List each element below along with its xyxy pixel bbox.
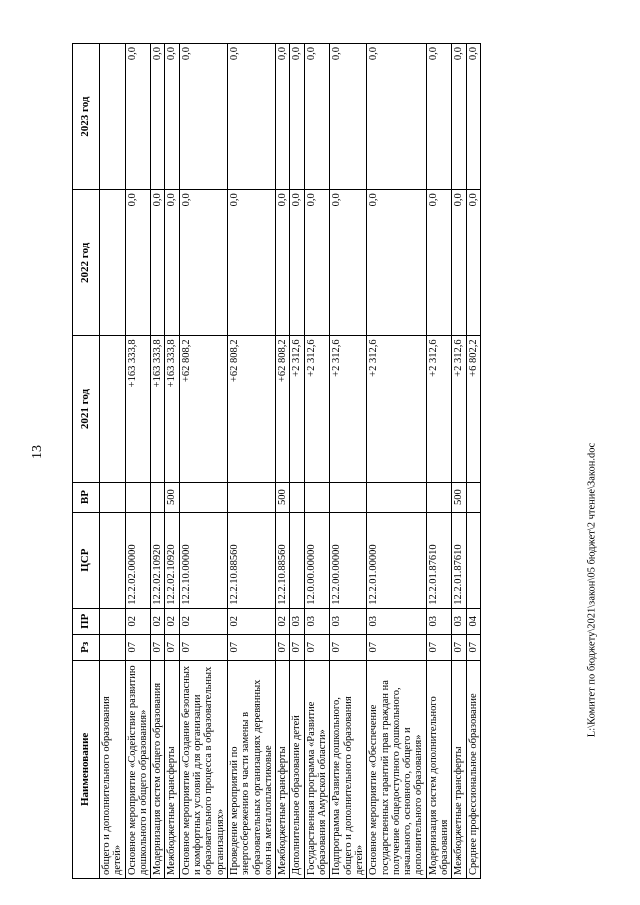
- table-cell: Основное мероприятие «Содействие развитию дошкольного и общего образования»: [125, 660, 151, 878]
- table-row: [304, 44, 330, 879]
- table-cell: 0,0: [466, 190, 480, 336]
- table-cell: 0,0: [125, 44, 151, 190]
- table-cell: 0,0: [151, 190, 165, 336]
- table-cell: 07: [466, 634, 480, 660]
- table-cell: [466, 482, 480, 512]
- table-cell: +6 802,2: [466, 336, 480, 482]
- table-cell: [100, 44, 126, 190]
- table-cell: 12.2.01.87610: [452, 512, 466, 608]
- table-cell: Основное мероприятие «Обеспечение государственных гарантий прав граждан на получение общедоступного дошкольного, начального, основного, общего и дополнительного образования»: [367, 660, 426, 878]
- header-cell: 2021 год: [73, 336, 100, 482]
- table-cell: 0,0: [452, 190, 466, 336]
- table-cell: 03: [330, 608, 367, 634]
- table-cell: 0,0: [227, 44, 275, 190]
- table-cell: 07: [276, 634, 290, 660]
- table-cell: +2 312,6: [452, 336, 466, 482]
- table-cell: 07: [227, 634, 275, 660]
- table-cell: 03: [452, 608, 466, 634]
- table-cell: 12.2.10.00000: [179, 512, 227, 608]
- table-cell: 12.2.02.00000: [125, 512, 151, 608]
- table-cell: [426, 482, 452, 512]
- table-cell: 12.2.02.10920: [151, 512, 165, 608]
- table-row: [125, 44, 151, 879]
- table-cell: 0,0: [367, 190, 426, 336]
- table-cell: 03: [367, 608, 426, 634]
- table-cell: 0,0: [330, 190, 367, 336]
- table-cell: [290, 512, 304, 608]
- table-cell: [100, 608, 126, 634]
- table-cell: 0,0: [276, 44, 290, 190]
- rotated-page-content: [72, 43, 577, 879]
- table-row: [330, 44, 367, 879]
- header-cell: ЦСР: [73, 512, 100, 608]
- table-cell: 0,0: [426, 44, 452, 190]
- table-cell: 500: [452, 482, 466, 512]
- table-cell: общего и дополнительного образования детей»: [100, 660, 126, 878]
- table-cell: 0,0: [304, 190, 330, 336]
- table-cell: 0,0: [304, 44, 330, 190]
- table-cell: 02: [151, 608, 165, 634]
- table-cell: 0,0: [466, 44, 480, 190]
- table-cell: 0,0: [426, 190, 452, 336]
- table-cell: 04: [466, 608, 480, 634]
- table-cell: +163 333,8: [151, 336, 165, 482]
- table-cell: 0,0: [290, 44, 304, 190]
- table-cell: 07: [367, 634, 426, 660]
- table-cell: [290, 482, 304, 512]
- table-cell: [304, 482, 330, 512]
- table-cell: 07: [165, 634, 179, 660]
- table-row: [367, 44, 426, 879]
- table-cell: Основное мероприятие «Создание безопасных и комфортных условий для организации образовательного процесса в образовательных организациях»: [179, 660, 227, 878]
- table-cell: 12.2.02.10920: [165, 512, 179, 608]
- table-cell: 500: [165, 482, 179, 512]
- table-cell: +62 808,2: [276, 336, 290, 482]
- table-row: [290, 44, 304, 879]
- table-cell: Государственная программа «Развитие образования Амурской области»: [304, 660, 330, 878]
- table-cell: Межбюджетные трансферты: [165, 660, 179, 878]
- header-cell: Наименование: [73, 660, 100, 878]
- table-cell: 07: [330, 634, 367, 660]
- table-cell: 02: [276, 608, 290, 634]
- table-cell: 0,0: [151, 44, 165, 190]
- table-cell: [125, 482, 151, 512]
- table-cell: Межбюджетные трансферты: [452, 660, 466, 878]
- table-cell: 12.2.00.00000: [330, 512, 367, 608]
- table-cell: +2 312,6: [304, 336, 330, 482]
- table-cell: 500: [276, 482, 290, 512]
- table-cell: 02: [179, 608, 227, 634]
- table-cell: [330, 482, 367, 512]
- table-cell: 0,0: [179, 44, 227, 190]
- page-number: 13: [30, 445, 45, 459]
- table-cell: 0,0: [330, 44, 367, 190]
- table-cell: [151, 482, 165, 512]
- table-cell: 07: [426, 634, 452, 660]
- table-cell: +2 312,6: [290, 336, 304, 482]
- table-cell: [100, 634, 126, 660]
- table-cell: 02: [125, 608, 151, 634]
- table-cell: +62 808,2: [179, 336, 227, 482]
- table-cell: Модернизация систем дополнительного образования: [426, 660, 452, 878]
- budget-table: [72, 43, 481, 879]
- table-cell: 0,0: [290, 190, 304, 336]
- table-cell: +163 333,8: [125, 336, 151, 482]
- table-cell: 12.0.00.00000: [304, 512, 330, 608]
- table-row: [151, 44, 165, 879]
- table-row: [426, 44, 452, 879]
- table-cell: 03: [304, 608, 330, 634]
- table-row: [165, 44, 179, 879]
- table-cell: 03: [426, 608, 452, 634]
- table-cell: 0,0: [452, 44, 466, 190]
- table-cell: 12.2.01.87610: [426, 512, 452, 608]
- table-cell: 02: [165, 608, 179, 634]
- table-row: [466, 44, 480, 879]
- table-cell: 07: [304, 634, 330, 660]
- table-cell: Дополнительное образование детей: [290, 660, 304, 878]
- table-cell: 07: [151, 634, 165, 660]
- table-cell: 12.2.10.88560: [276, 512, 290, 608]
- table-row: [452, 44, 466, 879]
- table-cell: 0,0: [276, 190, 290, 336]
- table-cell: +2 312,6: [367, 336, 426, 482]
- table-cell: [100, 190, 126, 336]
- table-cell: [179, 482, 227, 512]
- table-cell: 12.2.01.00000: [367, 512, 426, 608]
- table-row: [227, 44, 275, 879]
- table-cell: Подпрограмма «Развитие дошкольного, общего и дополнительного образования детей»: [330, 660, 367, 878]
- header-cell: ПР: [73, 608, 100, 634]
- header-cell: 2023 год: [73, 44, 100, 190]
- table-header-row: [73, 44, 100, 879]
- table-cell: [227, 482, 275, 512]
- table-cell: +2 312,6: [426, 336, 452, 482]
- table-cell: +163 333,8: [165, 336, 179, 482]
- footer-file-path: L:\Комитет по бюджету\2021\закон\05 бюджет\2 чтение\Закон.doc: [586, 442, 598, 738]
- table-cell: Среднее профессиональное образование: [466, 660, 480, 878]
- table-row: [179, 44, 227, 879]
- table-cell: 07: [179, 634, 227, 660]
- table-cell: 0,0: [165, 44, 179, 190]
- table-cell: 0,0: [367, 44, 426, 190]
- table-cell: +62 808,2: [227, 336, 275, 482]
- table-cell: 12.2.10.88560: [227, 512, 275, 608]
- table-cell: 02: [227, 608, 275, 634]
- table-cell: Межбюджетные трансферты: [276, 660, 290, 878]
- table-cell: 03: [290, 608, 304, 634]
- table-row: [276, 44, 290, 879]
- table-cell: 07: [290, 634, 304, 660]
- table-cell: 07: [452, 634, 466, 660]
- table-cell: [466, 512, 480, 608]
- table-cell: 0,0: [227, 190, 275, 336]
- header-cell: 2022 год: [73, 190, 100, 336]
- table-cell: [100, 512, 126, 608]
- table-cell: 0,0: [179, 190, 227, 336]
- header-cell: Рз: [73, 634, 100, 660]
- table-cell: 07: [125, 634, 151, 660]
- table-cell: 0,0: [125, 190, 151, 336]
- header-cell: ВР: [73, 482, 100, 512]
- table-body: [100, 44, 481, 879]
- table-row: [100, 44, 126, 879]
- table-cell: +2 312,6: [330, 336, 367, 482]
- table-cell: Модернизация систем общего образования: [151, 660, 165, 878]
- table-cell: 0,0: [165, 190, 179, 336]
- table-cell: Проведение мероприятий по энергосбережению в части замены в образовательных организациях деревянных окон на металлопластиковые: [227, 660, 275, 878]
- table-cell: [367, 482, 426, 512]
- table-cell: [100, 482, 126, 512]
- table-cell: [100, 336, 126, 482]
